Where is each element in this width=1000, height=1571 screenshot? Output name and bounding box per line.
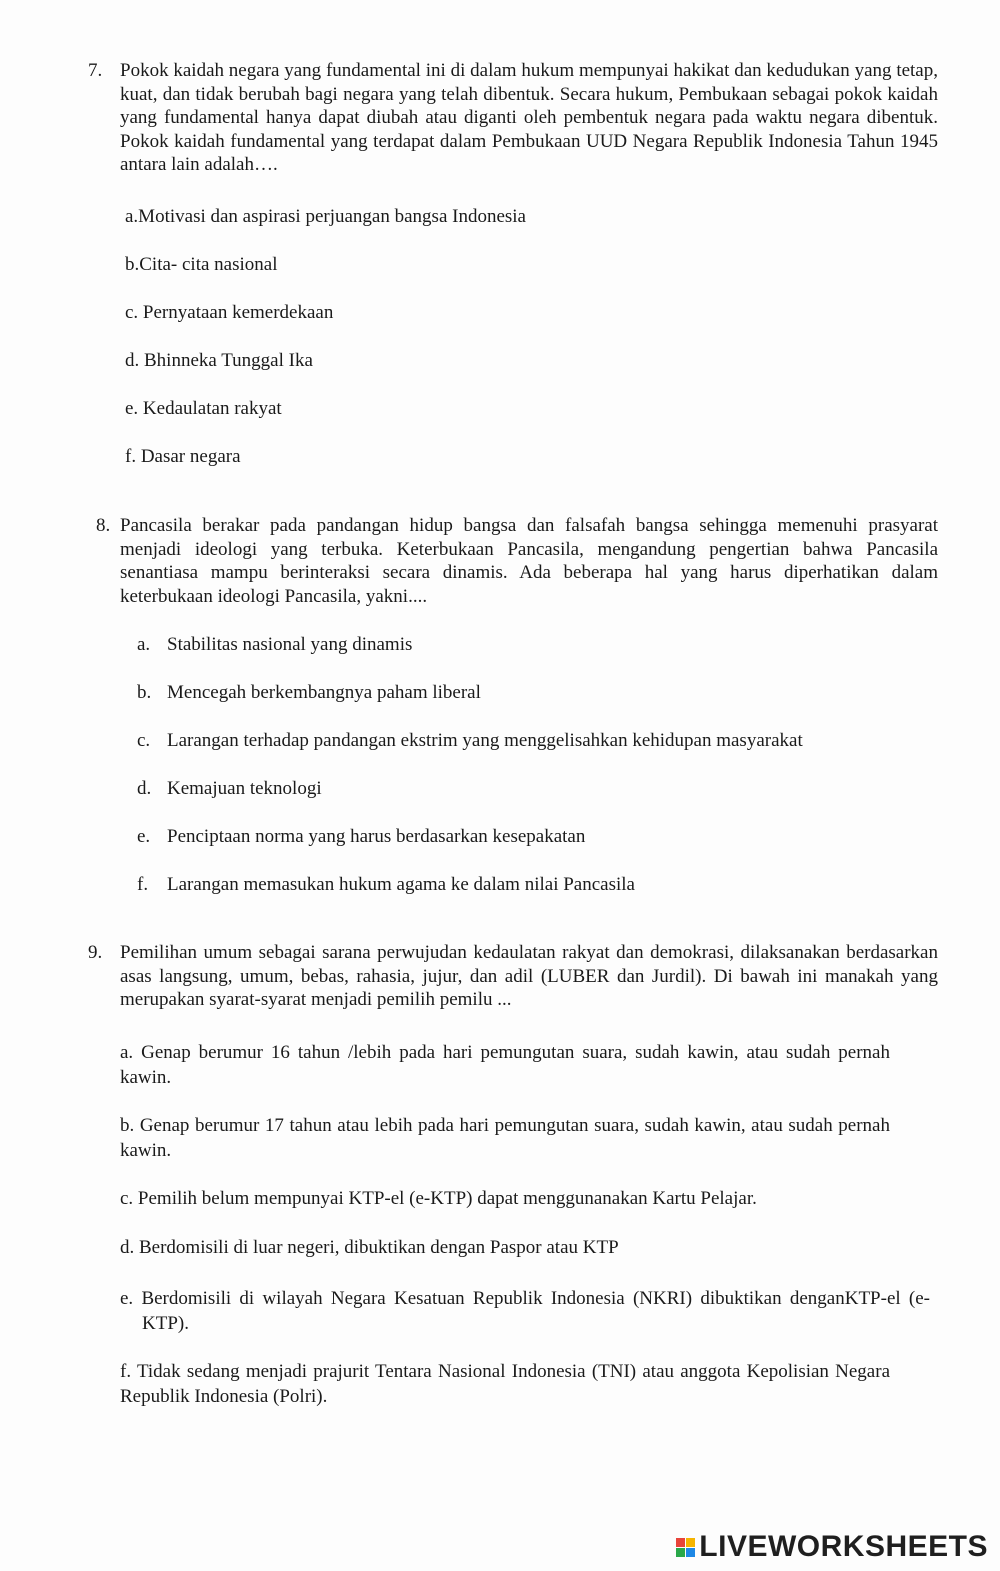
option-8a[interactable] — [137, 633, 412, 657]
question-9 — [88, 941, 938, 1012]
option-text: Mencegah berkembangnya paham liberal — [167, 682, 481, 703]
option-8e[interactable] — [137, 825, 585, 849]
option-9f[interactable]: f. Tidak sedang menjadi prajurit Tentara Nasional Indonesia (TNI) atau anggota Kepolisian Negara Republik Indonesia (Polri). — [120, 1361, 890, 1407]
option-8c[interactable] — [137, 729, 803, 753]
option-7a[interactable]: a.Motivasi dan aspirasi perjuangan bangsa Indonesia — [125, 206, 526, 227]
option-9c[interactable]: c. Pemilih belum mempunyai KTP-el (e-KTP) dapat menggunanakan Kartu Pelajar. — [120, 1188, 757, 1209]
option-letter: f. — [137, 874, 149, 895]
option-letter: c. — [137, 730, 151, 751]
question-text: Pancasila berakar pada pandangan hidup bangsa dan falsafah bangsa sehingga memenuhi prasyarat menjadi ideologi yang terbuka. Keterbukaan Pancasila, mengandung pengertian bahwa Pancasila senantiasa mampu berinteraksi secara dinamis. Ada beberapa hal yang harus diperhatikan dalam keterbukaan ideologi Pancasila, yakni.... — [120, 515, 938, 607]
option-7e[interactable]: e. Kedaulatan rakyat — [125, 398, 282, 419]
option-9b[interactable]: b. Genap berumur 17 tahun atau lebih pada hari pemungutan suara, sudah kawin, atau sudah pernah kawin. — [120, 1115, 890, 1161]
option-7c[interactable]: c. Pernyataan kemerdekaan — [125, 302, 334, 323]
option-7d[interactable]: d. Bhinneka Tunggal Ika — [125, 350, 313, 371]
option-9a[interactable]: a. Genap berumur 16 tahun /lebih pada hari pemungutan suara, sudah kawin, atau sudah pernah kawin. — [120, 1042, 890, 1088]
question-8 — [88, 514, 938, 608]
logo-square — [676, 1538, 685, 1547]
option-8d[interactable] — [137, 777, 322, 801]
question-7 — [88, 59, 938, 177]
option-letter: a. — [137, 634, 151, 655]
option-8b[interactable] — [137, 681, 481, 705]
question-text: Pemilihan umum sebagai sarana perwujudan kedaulatan rakyat dan demokrasi, dilaksanakan berdasarkan asas langsung, umum, bebas, rahasia, jujur, dan adil (LUBER dan Jurdil). Di bawah ini manakah yang merupakan syarat-syarat menjadi pemilih pemilu ... — [120, 942, 938, 1010]
liveworksheets-logo — [676, 1530, 988, 1564]
option-letter: b. — [137, 682, 152, 703]
question-text: Pokok kaidah negara yang fundamental ini di dalam hukum mempunyai hakikat dan kedudukan yang tetap, kuat, dan tidak berubah bagi negara yang telah dibentuk. Secara hukum, Pembukaan sebagai pokok kaidah yang fundamental hanya dapat diubah atau diganti oleh pembentuk negara pada waktu negara dibentuk. Pokok kaidah fundamental yang terdapat dalam Pembukaan UUD Negara Republik Indonesia Tahun 1945 antara lain adalah…. — [120, 60, 938, 175]
option-text: e. Berdomisili di wilayah Negara Kesatuan Republik Indonesia (NKRI) dibuktikan denganKTP-el (e-KTP). — [120, 1288, 930, 1334]
option-7f[interactable]: f. Dasar negara — [125, 446, 241, 467]
question-number: 9. — [88, 942, 103, 963]
option-text: Stabilitas nasional yang dinamis — [167, 634, 413, 655]
option-9d[interactable]: d. Berdomisili di luar negeri, dibuktikan dengan Paspor atau KTP — [120, 1237, 619, 1258]
option-8f[interactable] — [137, 873, 635, 897]
option-letter: e. — [137, 826, 151, 847]
option-text: Larangan memasukan hukum agama ke dalam nilai Pancasila — [167, 874, 635, 895]
option-text: Larangan terhadap pandangan ekstrim yang menggelisahkan kehidupan masyarakat — [167, 730, 803, 751]
question-number: 8. — [96, 515, 111, 536]
option-9e[interactable] — [120, 1286, 930, 1336]
option-7b[interactable]: b.Cita- cita nasional — [125, 254, 278, 275]
logo-square — [686, 1548, 695, 1557]
option-text: Kemajuan teknologi — [167, 778, 322, 799]
question-number: 7. — [88, 60, 103, 81]
brand-name: LIVEWORKSHEETS — [699, 1530, 988, 1563]
brand-mark-icon — [676, 1538, 695, 1557]
option-text: Penciptaan norma yang harus berdasarkan kesepakatan — [167, 826, 586, 847]
logo-square — [686, 1538, 695, 1547]
option-letter: d. — [137, 778, 152, 799]
logo-square — [676, 1548, 685, 1557]
